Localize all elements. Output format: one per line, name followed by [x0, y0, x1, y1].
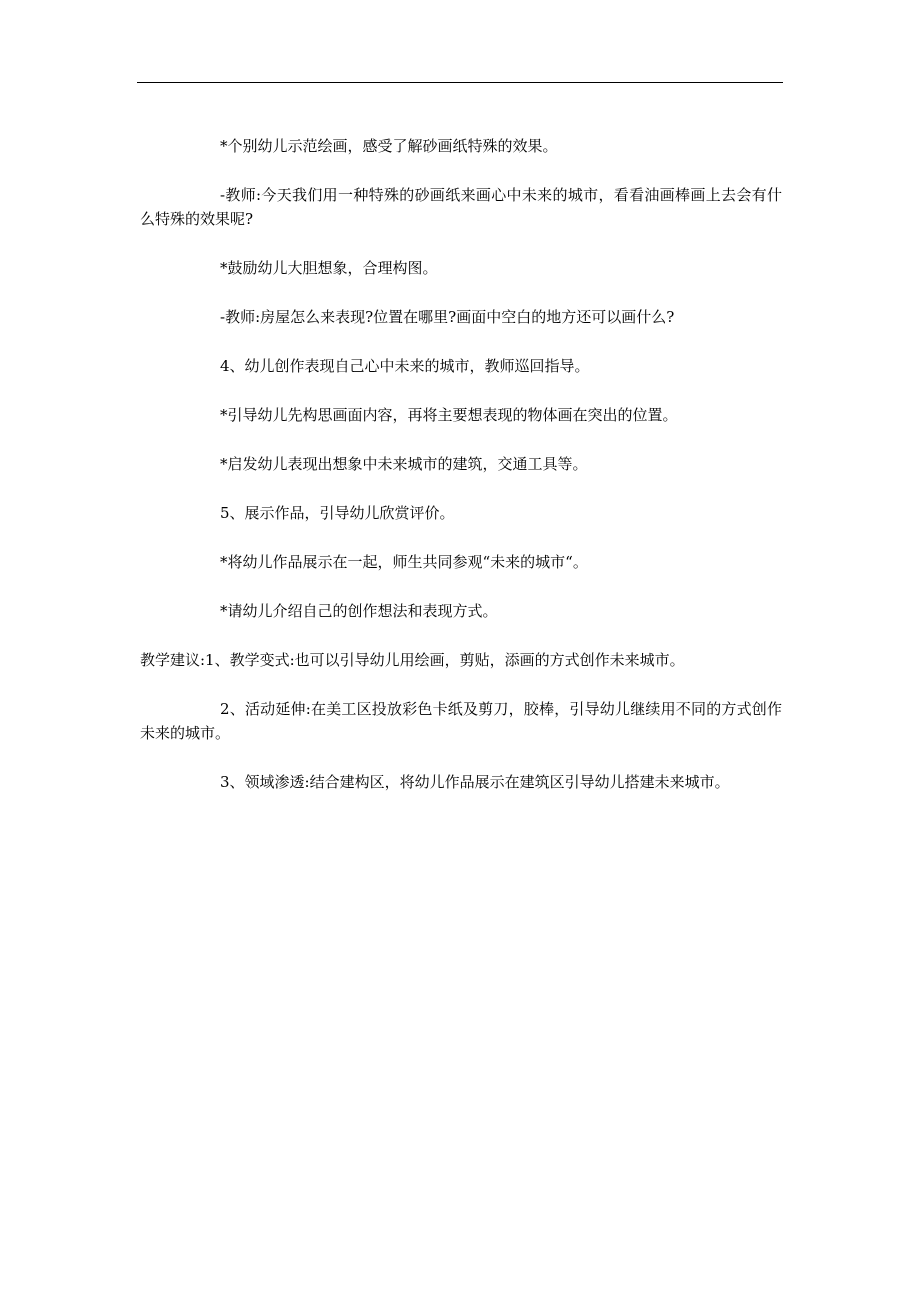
paragraph-encourage-imagination: *鼓励幼儿大胆想象，合理构图。 [220, 259, 438, 277]
paragraph-activity-extension: 2、活动延伸:在美工区投放彩色卡纸及剪刀，胶棒，引导幼儿继续用不同的方式创作未来的城市。 [140, 700, 782, 742]
paragraph-children-introduce: *请幼儿介绍自己的创作想法和表现方式。 [220, 602, 498, 620]
paragraph-step-5: 5、展示作品，引导幼儿欣赏评价。 [220, 504, 455, 522]
paragraph-teacher-sand-paper: -教师:今天我们用一种特殊的砂画纸来画心中未来的城市，看看油画棒画上去会有什么特殊的效果呢? [140, 186, 782, 228]
paragraph-demo-drawing: *个别幼儿示范绘画，感受了解砂画纸特殊的效果。 [220, 137, 558, 155]
paragraph-domain-integration: 3、领域渗透:结合建构区，将幼儿作品展示在建筑区引导幼儿搭建未来城市。 [220, 773, 730, 791]
paragraph-display-works: *将幼儿作品展示在一起，师生共同参观“未来的城市“。 [220, 553, 588, 571]
paragraph-step-4: 4、幼儿创作表现自己心中未来的城市，教师巡回指导。 [220, 357, 590, 375]
paragraph-teacher-houses: -教师:房屋怎么来表现?位置在哪里?画面中空白的地方还可以画什么? [220, 308, 675, 326]
paragraph-guide-composition: *引导幼儿先构思画面内容，再将主要想表现的物体画在突出的位置。 [220, 406, 678, 424]
header-rule [137, 82, 783, 83]
document-body [140, 134, 782, 794]
paragraph-teaching-suggestions: 教学建议:1、教学变式:也可以引导幼儿用绘画，剪贴，添画的方式创作未来城市。 [140, 651, 685, 669]
paragraph-inspire-buildings: *启发幼儿表现出想象中未来城市的建筑，交通工具等。 [220, 455, 588, 473]
